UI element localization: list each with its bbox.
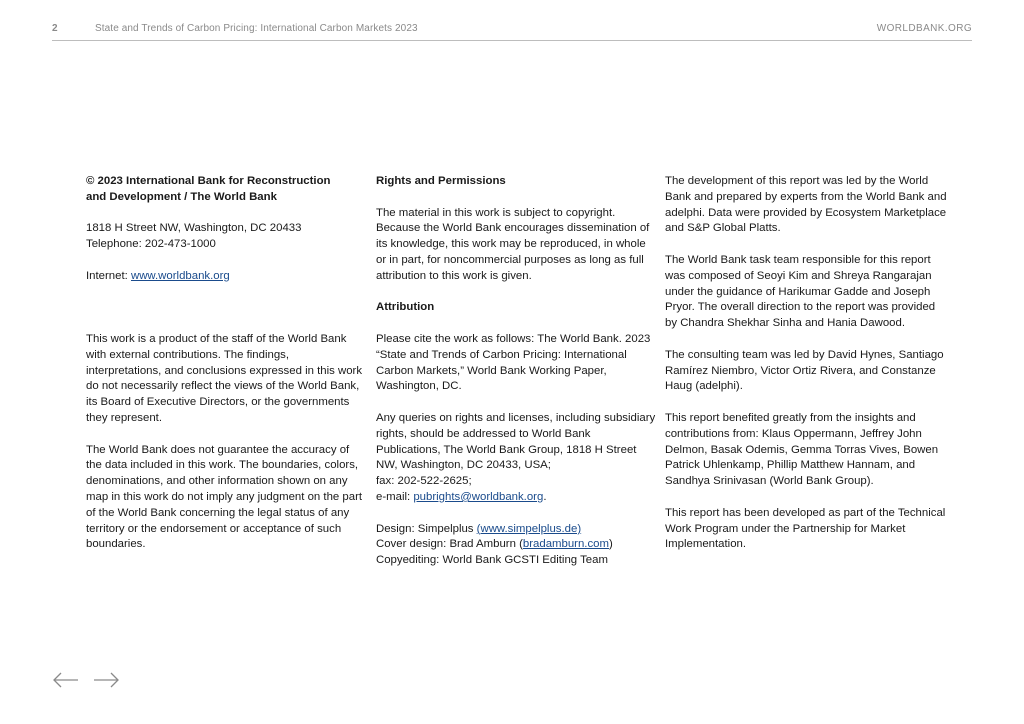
contact-block: [86, 221, 364, 253]
bradamburn-link[interactable]: bradamburn.com: [522, 538, 609, 551]
queries-text: Any queries on rights and licenses, including subsidiary rights, should be addressed to World Bank Publications, The World Bank Group, 1818 H Street NW, Washington, DC 20433, USA;: [376, 411, 656, 472]
simpelplus-link[interactable]: (www.simpelplus.de): [476, 522, 582, 535]
credits-block: [376, 522, 658, 569]
consulting-team-paragraph: The consulting team was led by David Hynes, Santiago Ramírez Niembro, Victor Ortiz Rivera, and Constanze Haug (adelphi).: [665, 348, 944, 393]
column-rights: [376, 174, 658, 569]
telephone: Telephone: 202-473-1000: [86, 238, 216, 251]
document-title: State and Trends of Carbon Pricing: International Carbon Markets 2023: [95, 23, 418, 34]
fax: fax: 202-522-2625;: [376, 475, 472, 488]
contributors-paragraph: This report benefited greatly from the insights and contributions from: Klaus Oppermann, Jeffrey John Delmon, Basak Odemis, Gemma Torras Vives, Bowen Patrick Uhlenkamp, Phillip Matthew Hannam, and Sandhya Srinivasan (World Bank Group).: [665, 411, 939, 488]
worldbank-site-link[interactable]: WORLDBANK.ORG: [876, 23, 972, 34]
page-number: 2: [52, 23, 58, 34]
address: 1818 H Street NW, Washington, DC 20433: [86, 222, 302, 235]
queries-paragraph: [376, 411, 658, 506]
page-header: [52, 18, 972, 41]
column-copyright: [86, 174, 364, 553]
cover-label: Cover design: Brad Amburn (: [376, 538, 523, 551]
page-navigation: [52, 670, 122, 690]
rights-paragraph: The material in this work is subject to copyright. Because the World Bank encourages dissemination of its knowledge, this work may be reproduced, in whole or in part, for noncommercial purposes as long as full attribution to this work is given.: [376, 206, 650, 282]
internet-line: [86, 269, 364, 285]
arrow-left-icon[interactable]: [52, 670, 80, 690]
internet-label: Internet:: [86, 269, 131, 282]
rights-heading-text: Rights and Permissions: [376, 175, 506, 187]
attribution-heading: [376, 300, 658, 316]
attribution-paragraph: Please cite the work as follows: The World Bank. 2023 “State and Trends of Carbon Pricing: International Carbon Markets,” World Bank Working Paper, Washington, DC.: [376, 332, 651, 393]
rights-heading: [376, 174, 658, 190]
email-link[interactable]: pubrights@worldbank.org: [413, 490, 544, 503]
arrow-right-icon[interactable]: [92, 670, 120, 690]
cover-end: ): [609, 538, 613, 551]
accuracy-paragraph: The World Bank does not guarantee the accuracy of the data included in this work. The boundaries, colors, denominations, and other information shown on any map in this work do not imply any judgment on the part of the World Bank concerning the legal status of any territory or the endorsement or acceptance of such boundaries.: [86, 443, 363, 551]
disclaimer-paragraph: This work is a product of the staff of the World Bank with external contributions. The findings, interpretations, and conclusions expressed in this work do not necessarily reflect the views of the World Bank, its Board of Executive Directors, or the governments they represent.: [86, 332, 363, 424]
copyediting: Copyediting: World Bank GCSTI Editing Team: [376, 554, 608, 567]
attribution-heading-text: Attribution: [376, 301, 435, 314]
copyright-line-2: and Development / The World Bank: [86, 190, 277, 203]
email-label: e-mail:: [376, 490, 414, 503]
program-paragraph: This report has been developed as part of the Technical Work Program under the Partnership for Market Implementation.: [665, 506, 946, 551]
development-paragraph: The development of this report was led by the World Bank and prepared by experts from the World Bank and adelphi. Data were provided by Ecosystem Marketplace and S&P Global Platts.: [665, 175, 947, 235]
copyright-heading: [86, 174, 364, 206]
task-team-paragraph: The World Bank task team responsible for this report was composed of Seoyi Kim and Shreya Rangarajan under the guidance of Harikumar Gadde and Joseph Pryor. The overall direction to the report was provided by Chandra Shekhar Sinha and Hania Dawood.: [665, 253, 936, 330]
design-label: Design: Simpelplus: [376, 522, 477, 535]
column-acknowledgments: [665, 174, 947, 553]
worldbank-link[interactable]: www.worldbank.org: [130, 269, 230, 282]
copyright-line-1: © 2023 International Bank for Reconstruction: [86, 175, 331, 187]
email-end: .: [543, 490, 547, 503]
